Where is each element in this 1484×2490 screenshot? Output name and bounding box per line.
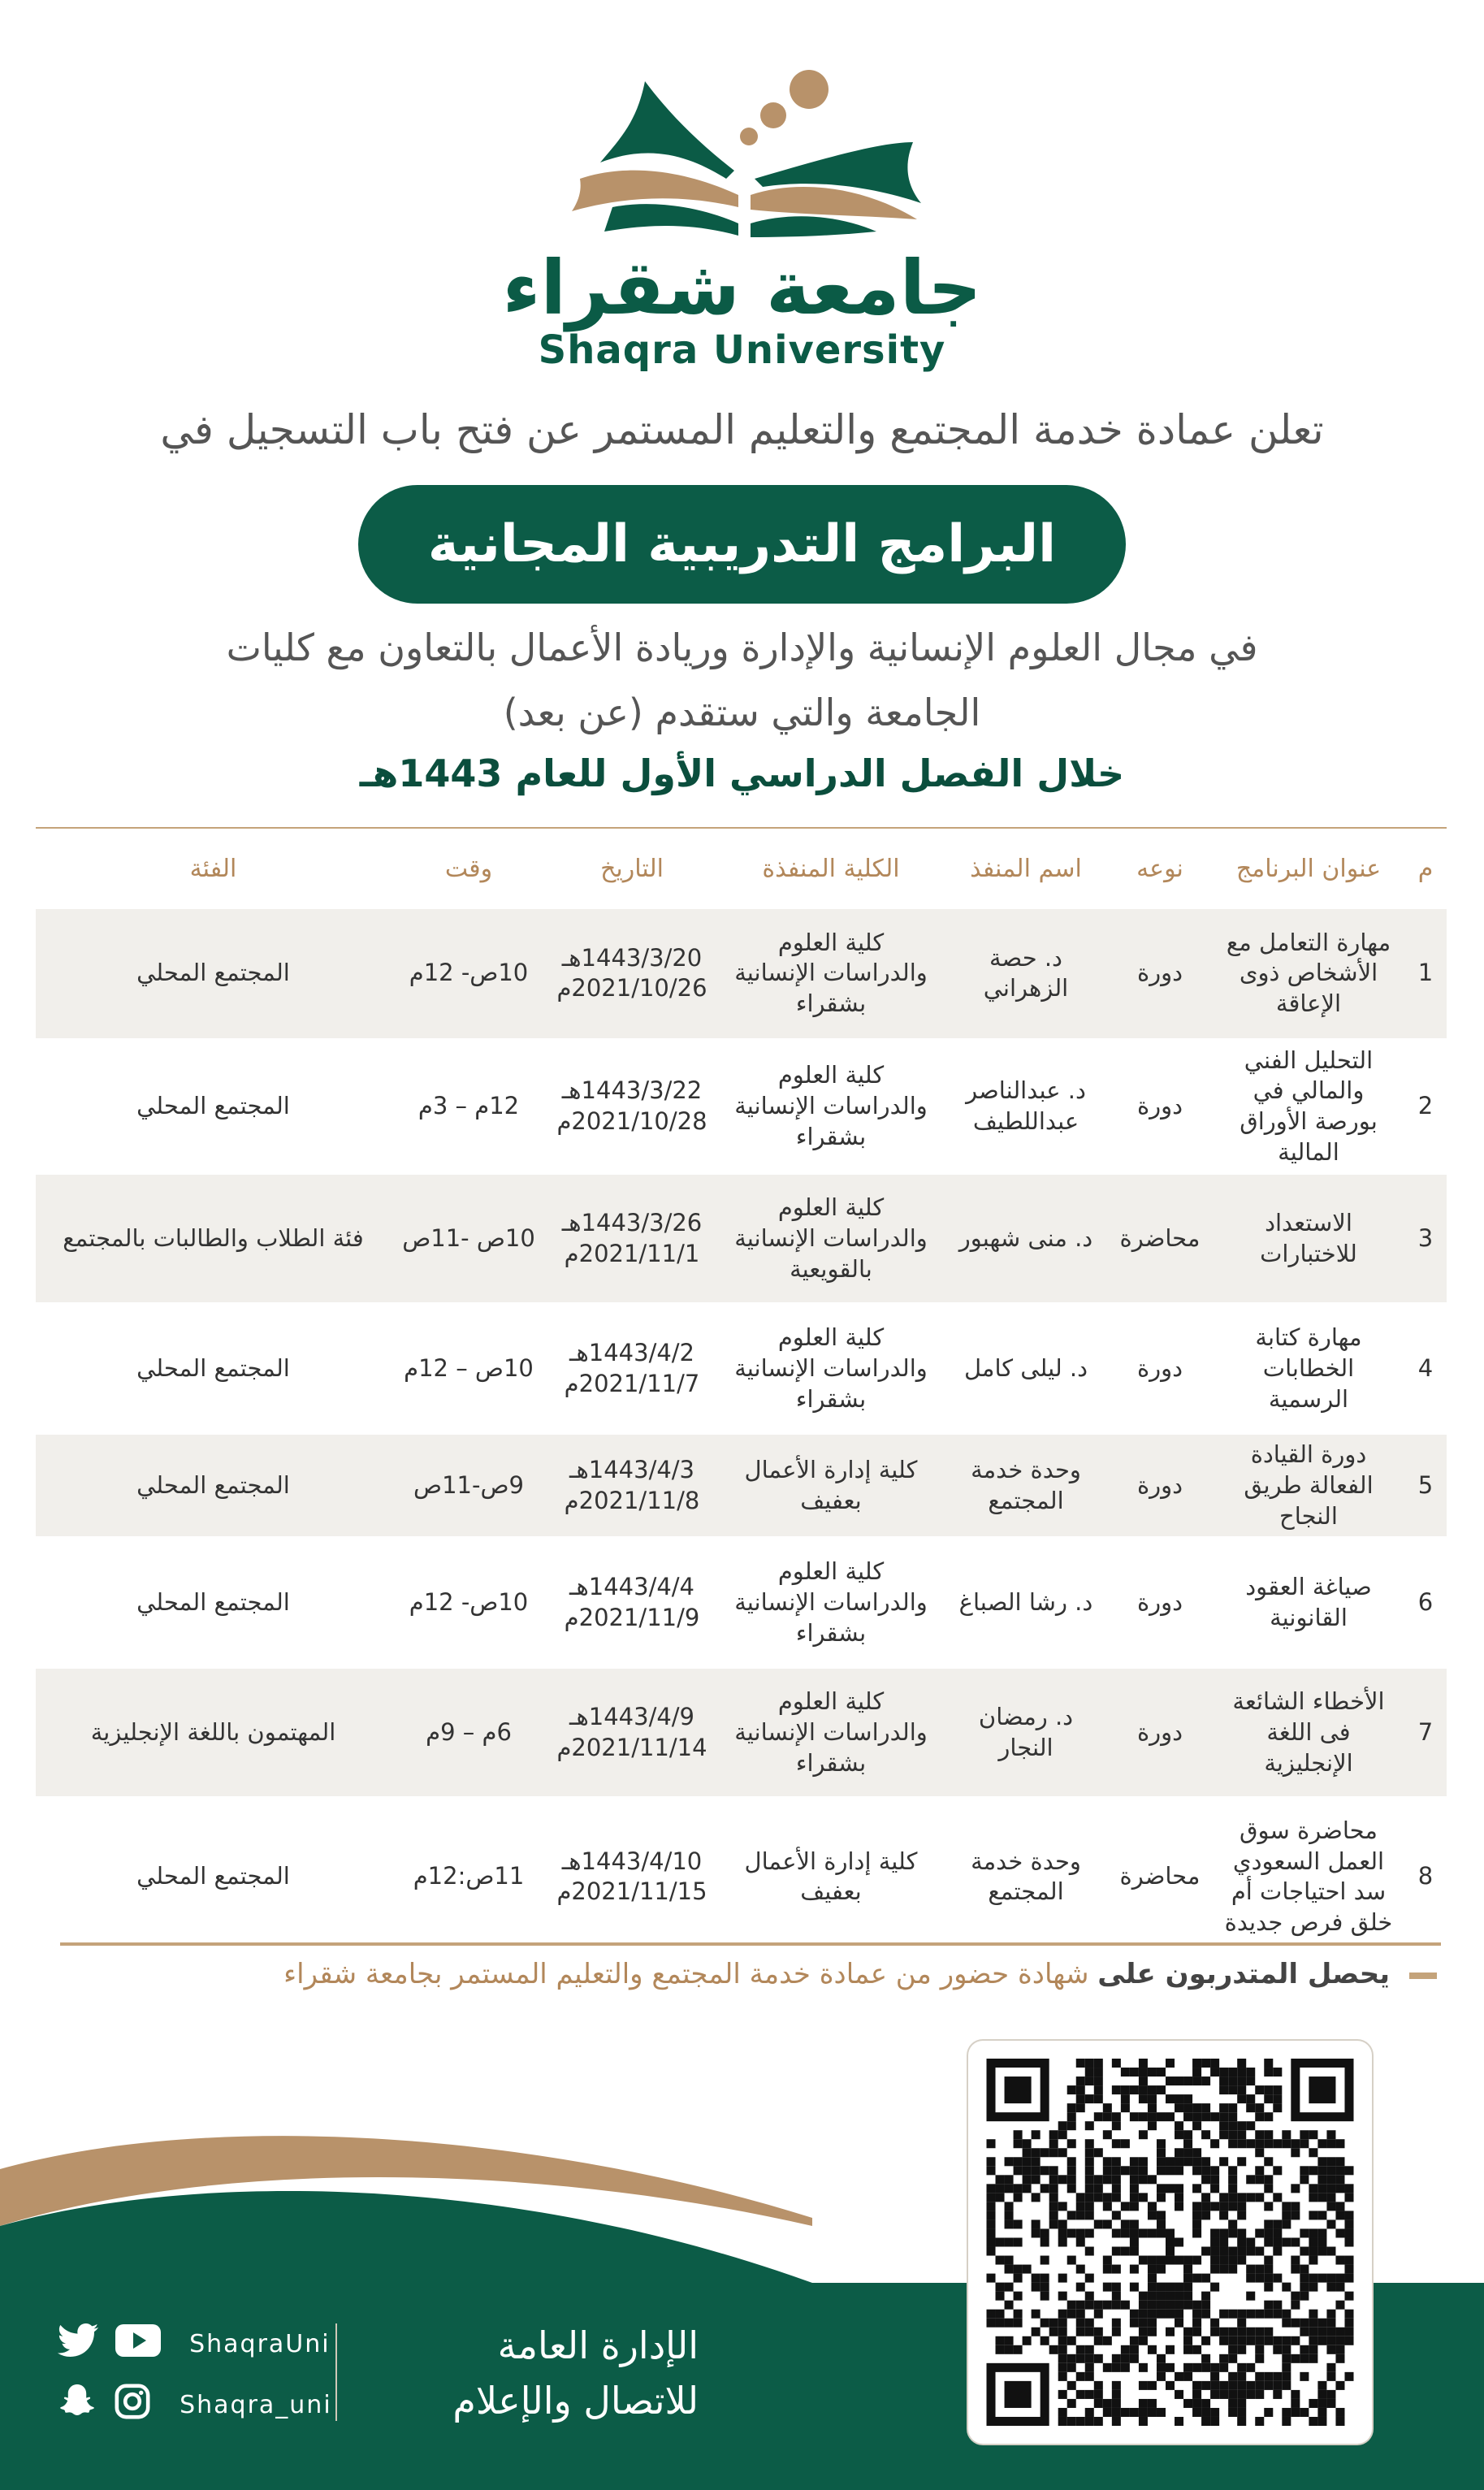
row-time: 12م – 3م [391, 1039, 547, 1174]
row-time: 10ص -11ص [391, 1174, 547, 1304]
headline-banner: البرامج التدريبية المجانية [358, 485, 1126, 604]
row-presenter: د. رشا الصباغ [945, 1538, 1107, 1668]
row-num: 5 [1404, 1434, 1447, 1538]
row-date: 1443/4/2هـ 2021/11/7م [547, 1304, 717, 1434]
row-college: كلية العلوم والدراسات الإنسانية بالقويعية [717, 1174, 945, 1304]
row-audience: المجتمع المحلي [36, 1434, 391, 1538]
twitter-youtube-handle: ShaqraUni [189, 2329, 331, 2358]
department-line-2: للاتصال والإعلام [452, 2379, 699, 2423]
row-audience: المجتمع المحلي [36, 1798, 391, 1956]
row-date: 1443/3/22هـ 2021/10/28م [547, 1039, 717, 1174]
row-type: محاضرة [1107, 1798, 1213, 1956]
row-date: 1443/4/9هـ 2021/11/14م [547, 1668, 717, 1798]
header-audience: الفئة [189, 855, 237, 883]
certificate-note-part1: يحصل المتدربون على [1097, 1958, 1390, 1990]
table-row [36, 1304, 1447, 1434]
row-presenter: د. حصة الزهراني [945, 909, 1107, 1039]
row-title: الاستعداد للاختبارات [1213, 1174, 1404, 1304]
row-num: 7 [1404, 1668, 1447, 1798]
department-line-1: الإدارة العامة [497, 2323, 699, 2367]
table-row [36, 1668, 1447, 1798]
row-title: الأخطاء الشائعة فى اللغة الإنجليزية [1213, 1668, 1404, 1798]
table-row [36, 1538, 1447, 1668]
row-title: التحليل الفني والمالي في بورصة الأوراق المالية [1213, 1039, 1404, 1174]
row-college: كلية العلوم والدراسات الإنسانية بشقراء [717, 909, 945, 1039]
header-num: م [1417, 855, 1434, 883]
row-num: 2 [1404, 1039, 1447, 1174]
row-date: 1443/3/26هـ 2021/11/1م [547, 1174, 717, 1304]
row-type: دورة [1107, 1304, 1213, 1434]
row-title: صياغة العقود القانونية [1213, 1538, 1404, 1668]
subtitle-line-3: خلال الفصل الدراسي الأول للعام 1443هـ [359, 751, 1125, 795]
registration-qr-code[interactable] [968, 2041, 1372, 2444]
row-audience: المجتمع المحلي [36, 909, 391, 1039]
book-emblem-icon [556, 65, 929, 252]
row-title: دورة القيادة الفعالة طريق النجاح [1213, 1434, 1404, 1538]
header-time: وقت [444, 855, 493, 883]
row-date: 1443/4/3هـ 2021/11/8م [547, 1434, 717, 1538]
qr-code-icon [986, 2059, 1354, 2426]
certificate-note [283, 1958, 1437, 1990]
table-header-row [36, 828, 1447, 909]
table-row [36, 1798, 1447, 1956]
row-num: 3 [1404, 1174, 1447, 1304]
row-num: 8 [1404, 1798, 1447, 1956]
snapchat-instagram-handle: Shaqra_uni [180, 2390, 332, 2419]
row-audience: المجتمع المحلي [36, 1538, 391, 1668]
university-logo [0, 65, 1484, 372]
subtitle-line-1: في مجال العلوم الإنسانية والإدارة وريادة الأعمال بالتعاون مع كليات [226, 626, 1258, 669]
row-audience: المجتمع المحلي [36, 1304, 391, 1434]
row-college: كلية العلوم والدراسات الإنسانية بشقراء [717, 1039, 945, 1174]
row-num: 4 [1404, 1304, 1447, 1434]
row-time: 6م – 9م [391, 1668, 547, 1798]
row-audience: المجتمع المحلي [36, 1039, 391, 1174]
certificate-note-part2: شهادة حضور من عمادة خدمة المجتمع والتعليم المستمر بجامعة شقراء [283, 1958, 1089, 1990]
social-row-1 [57, 2323, 331, 2364]
social-row-2 [57, 2382, 332, 2427]
row-presenter: د. منى شهبور [945, 1174, 1107, 1304]
table-row [36, 1434, 1447, 1538]
header-college: الكلية المنفذة [762, 855, 900, 883]
row-num: 1 [1404, 909, 1447, 1039]
row-presenter: د. عبدالناصر عبداللطيف [945, 1039, 1107, 1174]
row-audience: المهتمون باللغة الإنجليزية [36, 1668, 391, 1798]
row-presenter: د. رمضان النجار [945, 1668, 1107, 1798]
row-type: محاضرة [1107, 1174, 1213, 1304]
row-presenter: وحدة خدمة المجتمع [945, 1798, 1107, 1956]
snapchat-icon[interactable] [57, 2382, 97, 2427]
youtube-icon[interactable] [115, 2324, 161, 2363]
row-type: دورة [1107, 1434, 1213, 1538]
bullet-dash [1409, 1973, 1437, 1979]
table-row [36, 1039, 1447, 1174]
header-type: نوعه [1136, 855, 1183, 883]
row-date: 1443/3/20هـ 2021/10/26م [547, 909, 717, 1039]
row-time: 10ص – 12م [391, 1304, 547, 1434]
footer-divider [335, 2323, 337, 2421]
row-date: 1443/4/4هـ 2021/11/9م [547, 1538, 717, 1668]
row-type: دورة [1107, 1538, 1213, 1668]
row-title: مهارة كتابة الخطابات الرسمية [1213, 1304, 1404, 1434]
row-title: محاضرة سوق العمل السعودي سد احتياجات أم خلق فرص جديدة [1213, 1798, 1404, 1956]
row-audience: فئة الطلاب والطالبات بالمجتمع [36, 1174, 391, 1304]
logo-english-name: Shaqra University [538, 327, 946, 374]
row-time: 10ص- 12م [391, 1538, 547, 1668]
row-presenter: وحدة خدمة المجتمع [945, 1434, 1107, 1538]
row-type: دورة [1107, 909, 1213, 1039]
intro-text: تعلن عمادة خدمة المجتمع والتعليم المستمر عن فتح باب التسجيل في [160, 406, 1324, 453]
header-presenter: اسم المنفذ [970, 855, 1082, 883]
table-row [36, 1174, 1447, 1304]
row-college: كلية العلوم والدراسات الإنسانية بشقراء [717, 1668, 945, 1798]
row-type: دورة [1107, 1039, 1213, 1174]
row-college: كلية العلوم والدراسات الإنسانية بشقراء [717, 1538, 945, 1668]
row-time: 9ص-11ص [391, 1434, 547, 1538]
row-type: دورة [1107, 1668, 1213, 1798]
row-date: 1443/4/10هـ 2021/11/15م [547, 1798, 717, 1956]
programs-table [36, 827, 1447, 1957]
row-college: كلية إدارة الأعمال بعفيف [717, 1434, 945, 1538]
row-presenter: د. ليلى كامل [945, 1304, 1107, 1434]
header-date: التاريخ [600, 855, 664, 883]
subtitle-line-2: الجامعة والتي ستقدم (عن بعد) [503, 691, 981, 734]
row-college: كلية العلوم والدراسات الإنسانية بشقراء [717, 1304, 945, 1434]
row-college: كلية إدارة الأعمال بعفيف [717, 1798, 945, 1956]
row-title: مهارة التعامل مع الأشخاص ذوى الإعاقة [1213, 909, 1404, 1039]
row-time: 11ص:12م [391, 1798, 547, 1956]
divider-line [60, 1942, 1441, 1946]
logo-arabic-name: جامعة شقراء [502, 245, 982, 331]
row-time: 10ص- 12م [391, 909, 547, 1039]
instagram-icon[interactable] [114, 2383, 151, 2427]
twitter-icon[interactable] [57, 2323, 99, 2364]
row-num: 6 [1404, 1538, 1447, 1668]
header-title: عنوان البرنامج [1235, 855, 1382, 883]
table-row [36, 909, 1447, 1039]
